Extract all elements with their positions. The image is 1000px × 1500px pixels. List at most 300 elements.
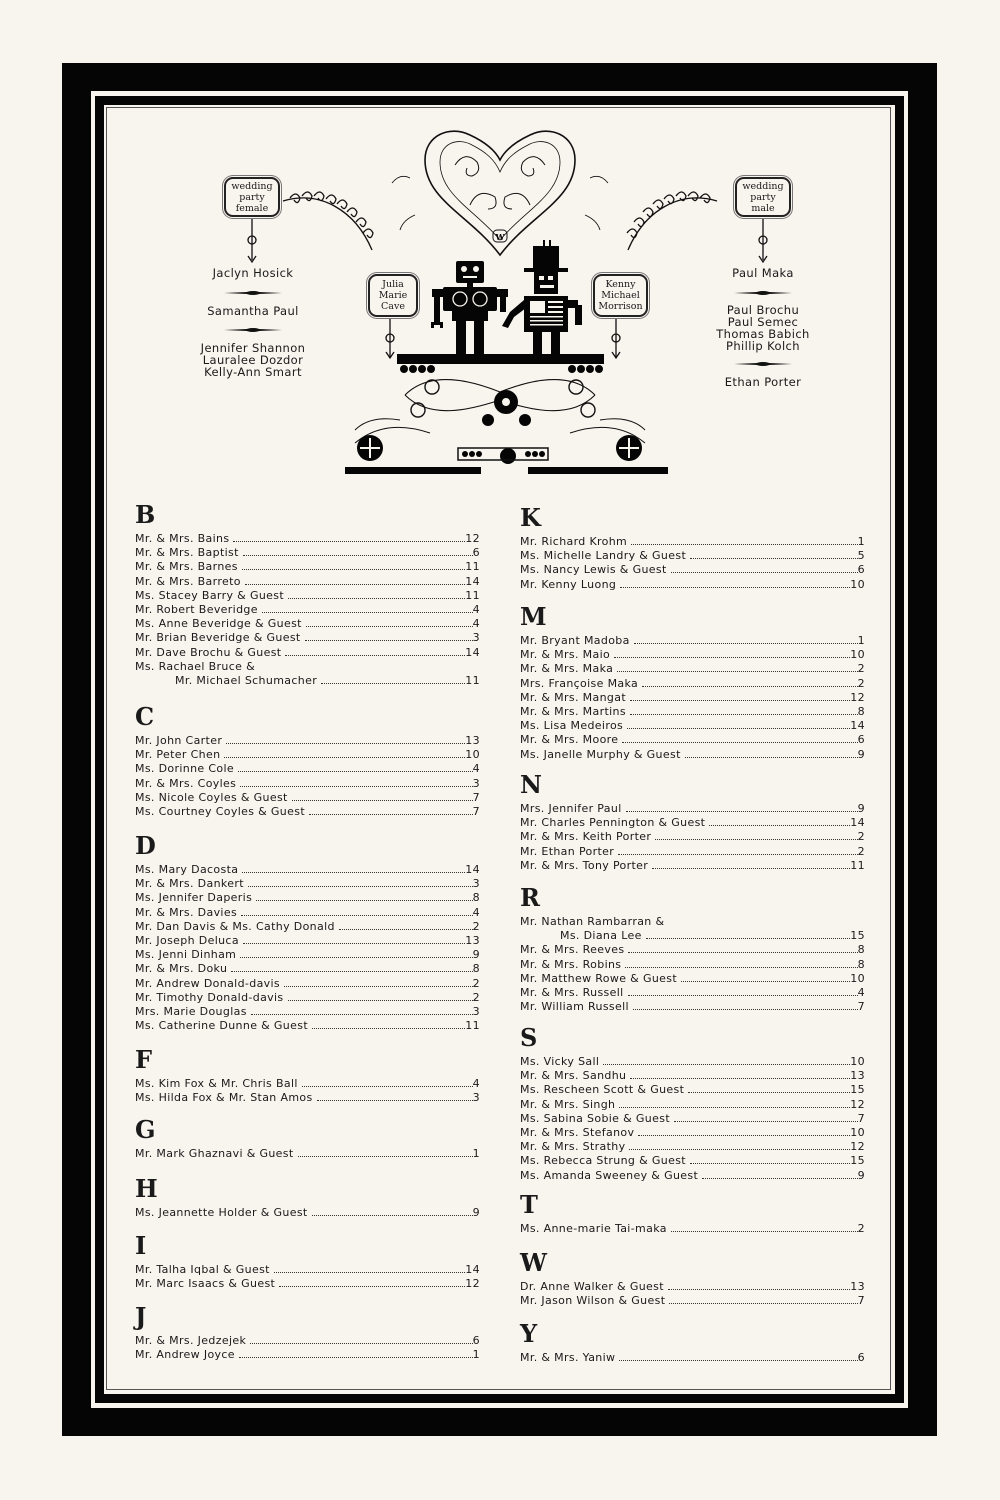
guest-name: Mr. Joseph Deluca [135, 933, 239, 947]
dot-leader [288, 589, 465, 599]
dot-leader [251, 1005, 473, 1015]
table-number: 11 [465, 588, 480, 602]
guest-row [520, 1351, 865, 1365]
guest-name: Ms. Hilda Fox & Mr. Stan Amos [135, 1091, 313, 1105]
guest-row [520, 733, 865, 747]
dot-leader [240, 777, 472, 787]
dot-leader [688, 1083, 850, 1093]
guest-name: Mr. Brian Beveridge & Guest [135, 631, 301, 645]
guest-row [520, 845, 865, 859]
letter-section-i [135, 1231, 480, 1291]
guest-name: Mr. Richard Krohm [520, 535, 628, 548]
section-letter: T [520, 1190, 538, 1219]
table-number: 6 [472, 546, 480, 560]
table-number: 15 [850, 929, 865, 943]
guest-row [135, 532, 480, 546]
guest-row [135, 863, 480, 877]
dot-leader [262, 603, 473, 613]
dot-leader [274, 1263, 465, 1273]
guest-row [135, 991, 480, 1005]
table-number: 1 [857, 634, 865, 647]
dot-leader [627, 719, 850, 729]
guest-name: Mr. & Mrs. Maka [520, 662, 614, 676]
table-number: 10 [850, 577, 865, 591]
groomsmen-list: Paul Brochu Paul Semec Thomas Babich Phillip Kolch [716, 303, 810, 353]
dot-leader [690, 549, 858, 559]
guest-row [135, 948, 480, 962]
table-number: 13 [850, 1280, 865, 1293]
table-number: 2 [472, 990, 480, 1004]
table-number: 14 [850, 816, 865, 830]
dot-leader [312, 1206, 473, 1216]
guest-name: Mr. Kenny Luong [520, 577, 617, 591]
guest-name: Mrs. Françoise Maka [520, 676, 639, 690]
guest-name: Mr. & Mrs. Coyles [135, 776, 237, 790]
guest-row [520, 705, 865, 719]
guest-row [135, 906, 480, 920]
guest-row [520, 915, 865, 929]
table-number: 7 [857, 1000, 865, 1014]
table-number: 11 [465, 560, 480, 574]
dot-leader [655, 830, 857, 840]
groomsman-last: Ethan Porter [724, 375, 802, 389]
dot-leader [668, 916, 859, 925]
guest-row [135, 734, 480, 748]
guest-row [135, 1147, 480, 1161]
table-number: 3 [472, 1004, 480, 1018]
guest-row [135, 1019, 480, 1033]
dot-leader [233, 532, 465, 542]
guest-name: Mr. Robert Beveridge [135, 602, 258, 616]
guest-name: Ms. Kim Fox & Mr. Chris Ball [135, 1077, 298, 1090]
guest-row [135, 617, 480, 631]
section-letter: N [520, 770, 542, 799]
maid-of-honour: Jaclyn Hosick [212, 266, 294, 280]
guest-row [135, 674, 480, 688]
guest-row [135, 977, 480, 991]
table-number: 10 [850, 1125, 865, 1139]
section-letter: K [520, 503, 541, 532]
table-number: 6 [472, 1334, 480, 1347]
guest-row [520, 1222, 865, 1236]
dot-leader [238, 762, 473, 772]
dot-leader [630, 691, 850, 701]
guest-name: Mr. Jason Wilson & Guest [520, 1294, 666, 1308]
dot-leader [245, 575, 465, 585]
guest-name: Mr. Bryant Madoba [520, 634, 630, 647]
guest-name: Mr. & Mrs. Strathy [520, 1140, 626, 1154]
guest-name: Ms. Anne-marie Tai-maka [520, 1222, 667, 1235]
guest-name: Mrs. Marie Douglas [135, 1004, 247, 1018]
tag-groom: Kenny Michael Morrison [593, 274, 648, 317]
dot-leader [669, 1294, 857, 1304]
guest-name: Mr. Dan Davis & Ms. Cathy Donald [135, 919, 335, 933]
table-number: 7 [857, 1111, 865, 1125]
dot-leader [702, 1169, 858, 1179]
guest-row [135, 962, 480, 976]
guest-row [520, 578, 865, 592]
guest-row [520, 972, 865, 986]
guest-row [520, 549, 865, 563]
guest-row [520, 648, 865, 662]
guest-name: Mr. Nathan Rambarran & [520, 915, 665, 928]
table-number: 4 [472, 617, 480, 631]
letter-section-d [135, 831, 480, 1033]
letter-section-n [520, 770, 865, 873]
table-number: 9 [857, 802, 865, 815]
guest-name: Ms. Dorinne Cole [135, 762, 235, 776]
guest-name: Ms. Nancy Lewis & Guest [520, 563, 667, 577]
dot-leader [239, 1348, 473, 1358]
guest-row [135, 1263, 480, 1277]
guest-row [520, 816, 865, 830]
guest-row [520, 802, 865, 816]
guest-row [520, 1169, 865, 1183]
letter-section-h [135, 1174, 480, 1220]
guest-name: Mr. Andrew Joyce [135, 1348, 235, 1362]
letter-section-k [520, 503, 865, 592]
table-number: 13 [465, 933, 480, 947]
dot-leader [312, 1019, 465, 1029]
guest-name: Ms. Michelle Landry & Guest [520, 549, 687, 563]
dot-leader [634, 634, 858, 644]
table-number: 10 [465, 748, 480, 762]
guest-row [135, 934, 480, 948]
dot-leader [248, 877, 473, 887]
tag-wedding-party-male: wedding party male [735, 177, 791, 217]
section-letter: C [135, 702, 155, 731]
dot-leader [685, 748, 858, 758]
table-number: 11 [850, 858, 865, 872]
guest-name: Mr. & Mrs. Maio [520, 648, 611, 662]
guest-name: Ms. Nicole Coyles & Guest [135, 790, 288, 804]
divider [224, 292, 282, 294]
guest-name: Mrs. Jennifer Paul [520, 802, 622, 815]
table-number: 8 [857, 704, 865, 718]
guest-row [520, 677, 865, 691]
guest-row [135, 762, 480, 776]
table-number: 2 [857, 1222, 865, 1235]
section-letter: G [135, 1115, 156, 1144]
dot-leader [284, 977, 473, 987]
letter-section-f [135, 1045, 480, 1105]
guest-name: Mr. & Mrs. Tony Porter [520, 858, 649, 872]
dot-leader [292, 791, 473, 801]
guest-row [135, 1005, 480, 1019]
dot-leader [681, 972, 850, 982]
guest-row [520, 1069, 865, 1083]
guest-row [135, 748, 480, 762]
wedding-illustration [0, 0, 1000, 500]
table-number: 4 [857, 985, 865, 999]
guest-row [135, 631, 480, 645]
guest-row [520, 1126, 865, 1140]
dot-leader [224, 748, 465, 758]
tag-bride: Julia Marie Cave [368, 274, 418, 317]
guest-row [520, 1280, 865, 1294]
dot-leader [617, 662, 857, 672]
dot-leader [690, 1154, 850, 1164]
guest-name: Mr. Andrew Donald-davis [135, 976, 281, 990]
table-number: 7 [857, 1294, 865, 1308]
guest-name: Ms. Jennifer Daperis [135, 891, 253, 905]
guest-name: Mr. & Mrs. Keith Porter [520, 830, 652, 844]
bridesmaid-second: Samantha Paul [207, 304, 299, 318]
guest-row [135, 546, 480, 560]
guest-name: Mr. Marc Isaacs & Guest [135, 1277, 276, 1291]
guest-row [520, 535, 865, 549]
dot-leader [317, 1091, 473, 1101]
section-letter: M [520, 602, 547, 631]
dot-leader [631, 535, 858, 545]
section-letter: S [520, 1023, 538, 1052]
table-number: 12 [850, 1097, 865, 1111]
dot-leader [619, 1098, 850, 1108]
table-number: 9 [857, 1168, 865, 1182]
dot-leader [231, 962, 472, 972]
dot-leader [633, 1000, 858, 1010]
table-number: 4 [472, 602, 480, 616]
guest-row [520, 563, 865, 577]
guest-name: Mr. & Mrs. Dankert [135, 877, 244, 891]
letter-section-b [135, 500, 480, 688]
letter-section-r [520, 883, 865, 1014]
svg-text:W: W [495, 232, 505, 242]
dot-leader [321, 674, 465, 684]
guest-name: Mr. & Mrs. Davies [135, 905, 238, 919]
guest-row [135, 791, 480, 805]
dot-leader [298, 1147, 473, 1157]
table-number: 13 [465, 734, 480, 747]
guest-name: Ms. Rebecca Strung & Guest [520, 1154, 686, 1168]
table-number: 14 [465, 1263, 480, 1276]
dot-leader [250, 1334, 472, 1344]
guest-row [135, 891, 480, 905]
dot-leader [646, 929, 851, 939]
guest-row [135, 646, 480, 660]
guest-name: Ms. Rescheen Scott & Guest [520, 1083, 685, 1097]
table-number: 11 [465, 1019, 480, 1033]
dot-leader [620, 578, 850, 588]
table-number: 2 [857, 676, 865, 690]
table-number: 12 [465, 1277, 480, 1291]
guest-row [520, 943, 865, 957]
guest-name: Mr. Michael Schumacher [175, 673, 318, 687]
table-number: 2 [472, 976, 480, 990]
guest-name: Ms. Anne Beveridge & Guest [135, 617, 302, 631]
section-letter: W [520, 1248, 547, 1277]
dot-leader [339, 920, 473, 930]
letter-section-m [520, 602, 865, 762]
guest-name: Mr. & Mrs. Russell [520, 985, 624, 999]
table-number: 6 [857, 733, 865, 747]
guest-row [135, 1334, 480, 1348]
guest-row [135, 603, 480, 617]
table-number: 9 [472, 948, 480, 962]
guest-row [135, 1277, 480, 1291]
guest-name: Mr. & Mrs. Singh [520, 1097, 616, 1111]
letter-section-c [135, 702, 480, 819]
guest-name: Ms. Vicky Sall [520, 1055, 600, 1068]
guest-name: Mr. Dave Brochu & Guest [135, 645, 282, 659]
guest-row [135, 660, 480, 674]
dot-leader [302, 1077, 473, 1087]
guest-name: Mr. Ethan Porter [520, 844, 615, 858]
dot-leader [622, 733, 857, 743]
dot-leader [259, 661, 474, 670]
tag-wedding-party-female: wedding party female [224, 177, 280, 217]
guest-row [135, 805, 480, 819]
dot-leader [674, 1112, 858, 1122]
dot-leader [630, 1069, 850, 1079]
table-number: 14 [465, 645, 480, 659]
divider [734, 292, 792, 294]
guest-name: Ms. Diana Lee [560, 929, 642, 943]
guest-name: Ms. Lisa Medeiros [520, 719, 624, 733]
guest-name: Mr. & Mrs. Doku [135, 962, 228, 976]
guest-row [520, 1154, 865, 1168]
guest-name: Ms. Catherine Dunne & Guest [135, 1019, 308, 1033]
guest-name: Ms. Stacey Barry & Guest [135, 588, 284, 602]
table-number: 15 [850, 1154, 865, 1168]
table-number: 8 [472, 891, 480, 905]
table-number: 9 [857, 747, 865, 761]
dot-leader [241, 906, 473, 916]
dot-leader [256, 891, 472, 901]
guest-name: Ms. Sabina Sobie & Guest [520, 1111, 670, 1125]
divider [734, 363, 792, 365]
guest-row [135, 920, 480, 934]
guest-name: Mr. & Mrs. Martins [520, 704, 626, 718]
table-number: 10 [850, 648, 865, 662]
guest-name: Mr. & Mrs. Moore [520, 733, 619, 747]
table-number: 1 [472, 1147, 480, 1160]
dot-leader [628, 986, 858, 996]
guest-row [520, 634, 865, 648]
dot-leader [638, 1126, 850, 1136]
dot-leader [242, 560, 465, 570]
guest-row [520, 859, 865, 873]
dot-leader [243, 546, 473, 556]
table-number: 7 [472, 804, 480, 818]
guest-name: Mr. & Mrs. Stefanov [520, 1125, 635, 1139]
guest-name: Mr. Charles Pennington & Guest [520, 816, 706, 830]
divider [224, 329, 282, 331]
guest-row [520, 1055, 865, 1069]
letter-section-w [520, 1248, 865, 1308]
guest-name: Mr. Peter Chen [135, 748, 221, 762]
dot-leader [306, 617, 473, 627]
table-number: 3 [472, 631, 480, 645]
guest-name: Ms. Mary Dacosta [135, 863, 239, 876]
guest-name: Mr. & Mrs. Bains [135, 532, 230, 545]
guest-name: Mr. & Mrs. Barnes [135, 560, 238, 574]
guest-row [520, 1000, 865, 1014]
table-number: 2 [857, 844, 865, 858]
guest-name: Mr. & Mrs. Baptist [135, 546, 239, 560]
dot-leader [285, 646, 465, 656]
guest-name: Dr. Anne Walker & Guest [520, 1280, 664, 1293]
table-number: 2 [857, 830, 865, 844]
guest-name: Ms. Amanda Sweeney & Guest [520, 1168, 699, 1182]
guest-row [135, 777, 480, 791]
guest-row [520, 691, 865, 705]
dot-leader [614, 648, 850, 658]
table-number: 3 [472, 877, 480, 891]
table-number: 5 [857, 549, 865, 563]
guest-row [520, 958, 865, 972]
guest-row [520, 662, 865, 676]
guest-name: Mr. & Mrs. Sandhu [520, 1069, 627, 1083]
dot-leader [668, 1280, 850, 1290]
table-number: 14 [465, 863, 480, 876]
guest-row [135, 589, 480, 603]
table-number: 2 [472, 919, 480, 933]
dot-leader [625, 958, 857, 968]
guest-name: Mr. William Russell [520, 1000, 629, 1014]
table-number: 1 [857, 535, 865, 548]
table-number: 13 [850, 1069, 865, 1083]
letter-section-j [135, 1302, 480, 1362]
section-letter: I [135, 1231, 147, 1260]
guest-row [520, 719, 865, 733]
guest-row [520, 1112, 865, 1126]
dot-leader [603, 1055, 850, 1065]
guest-name: Ms. Jenni Dinham [135, 948, 237, 962]
guest-row [520, 929, 865, 943]
guest-name: Mr. Talha Iqbal & Guest [135, 1263, 270, 1276]
guest-name: Mr. Timothy Donald-davis [135, 990, 284, 1004]
dot-leader [709, 816, 850, 826]
guest-row [135, 1091, 480, 1105]
table-number: 8 [857, 957, 865, 971]
dot-leader [671, 563, 858, 573]
letter-section-s [520, 1023, 865, 1183]
guest-name: Mr. John Carter [135, 734, 223, 747]
dot-leader [652, 859, 850, 869]
bridesmaid-list: Jennifer Shannon Lauralee Dozdor Kelly-Ann Smart [200, 341, 306, 379]
table-number: 10 [850, 971, 865, 985]
table-number: 12 [850, 1140, 865, 1154]
table-number: 12 [850, 690, 865, 704]
guest-row [135, 575, 480, 589]
dot-leader [309, 805, 473, 815]
table-number: 3 [472, 776, 480, 790]
dot-leader [630, 705, 858, 715]
section-letter: J [135, 1302, 147, 1331]
guest-name: Ms. Rachael Bruce & [135, 659, 256, 673]
guest-name: Mr. & Mrs. Barreto [135, 574, 241, 588]
section-letter: H [135, 1174, 158, 1203]
guest-name: Mr. & Mrs. Yaniw [520, 1351, 616, 1364]
table-number: 4 [472, 1077, 480, 1090]
dot-leader [242, 863, 465, 873]
guest-row [135, 1348, 480, 1362]
guest-row [520, 986, 865, 1000]
table-number: 1 [472, 1348, 480, 1362]
dot-leader [243, 934, 465, 944]
table-number: 14 [465, 574, 480, 588]
letter-section-g [135, 1115, 480, 1161]
table-number: 8 [857, 943, 865, 957]
table-number: 10 [850, 1055, 865, 1068]
guest-row [520, 1083, 865, 1097]
section-letter: Y [520, 1319, 538, 1348]
dot-leader [629, 1140, 850, 1150]
table-number: 7 [472, 790, 480, 804]
dot-leader [619, 1351, 857, 1361]
table-number: 9 [472, 1206, 480, 1219]
